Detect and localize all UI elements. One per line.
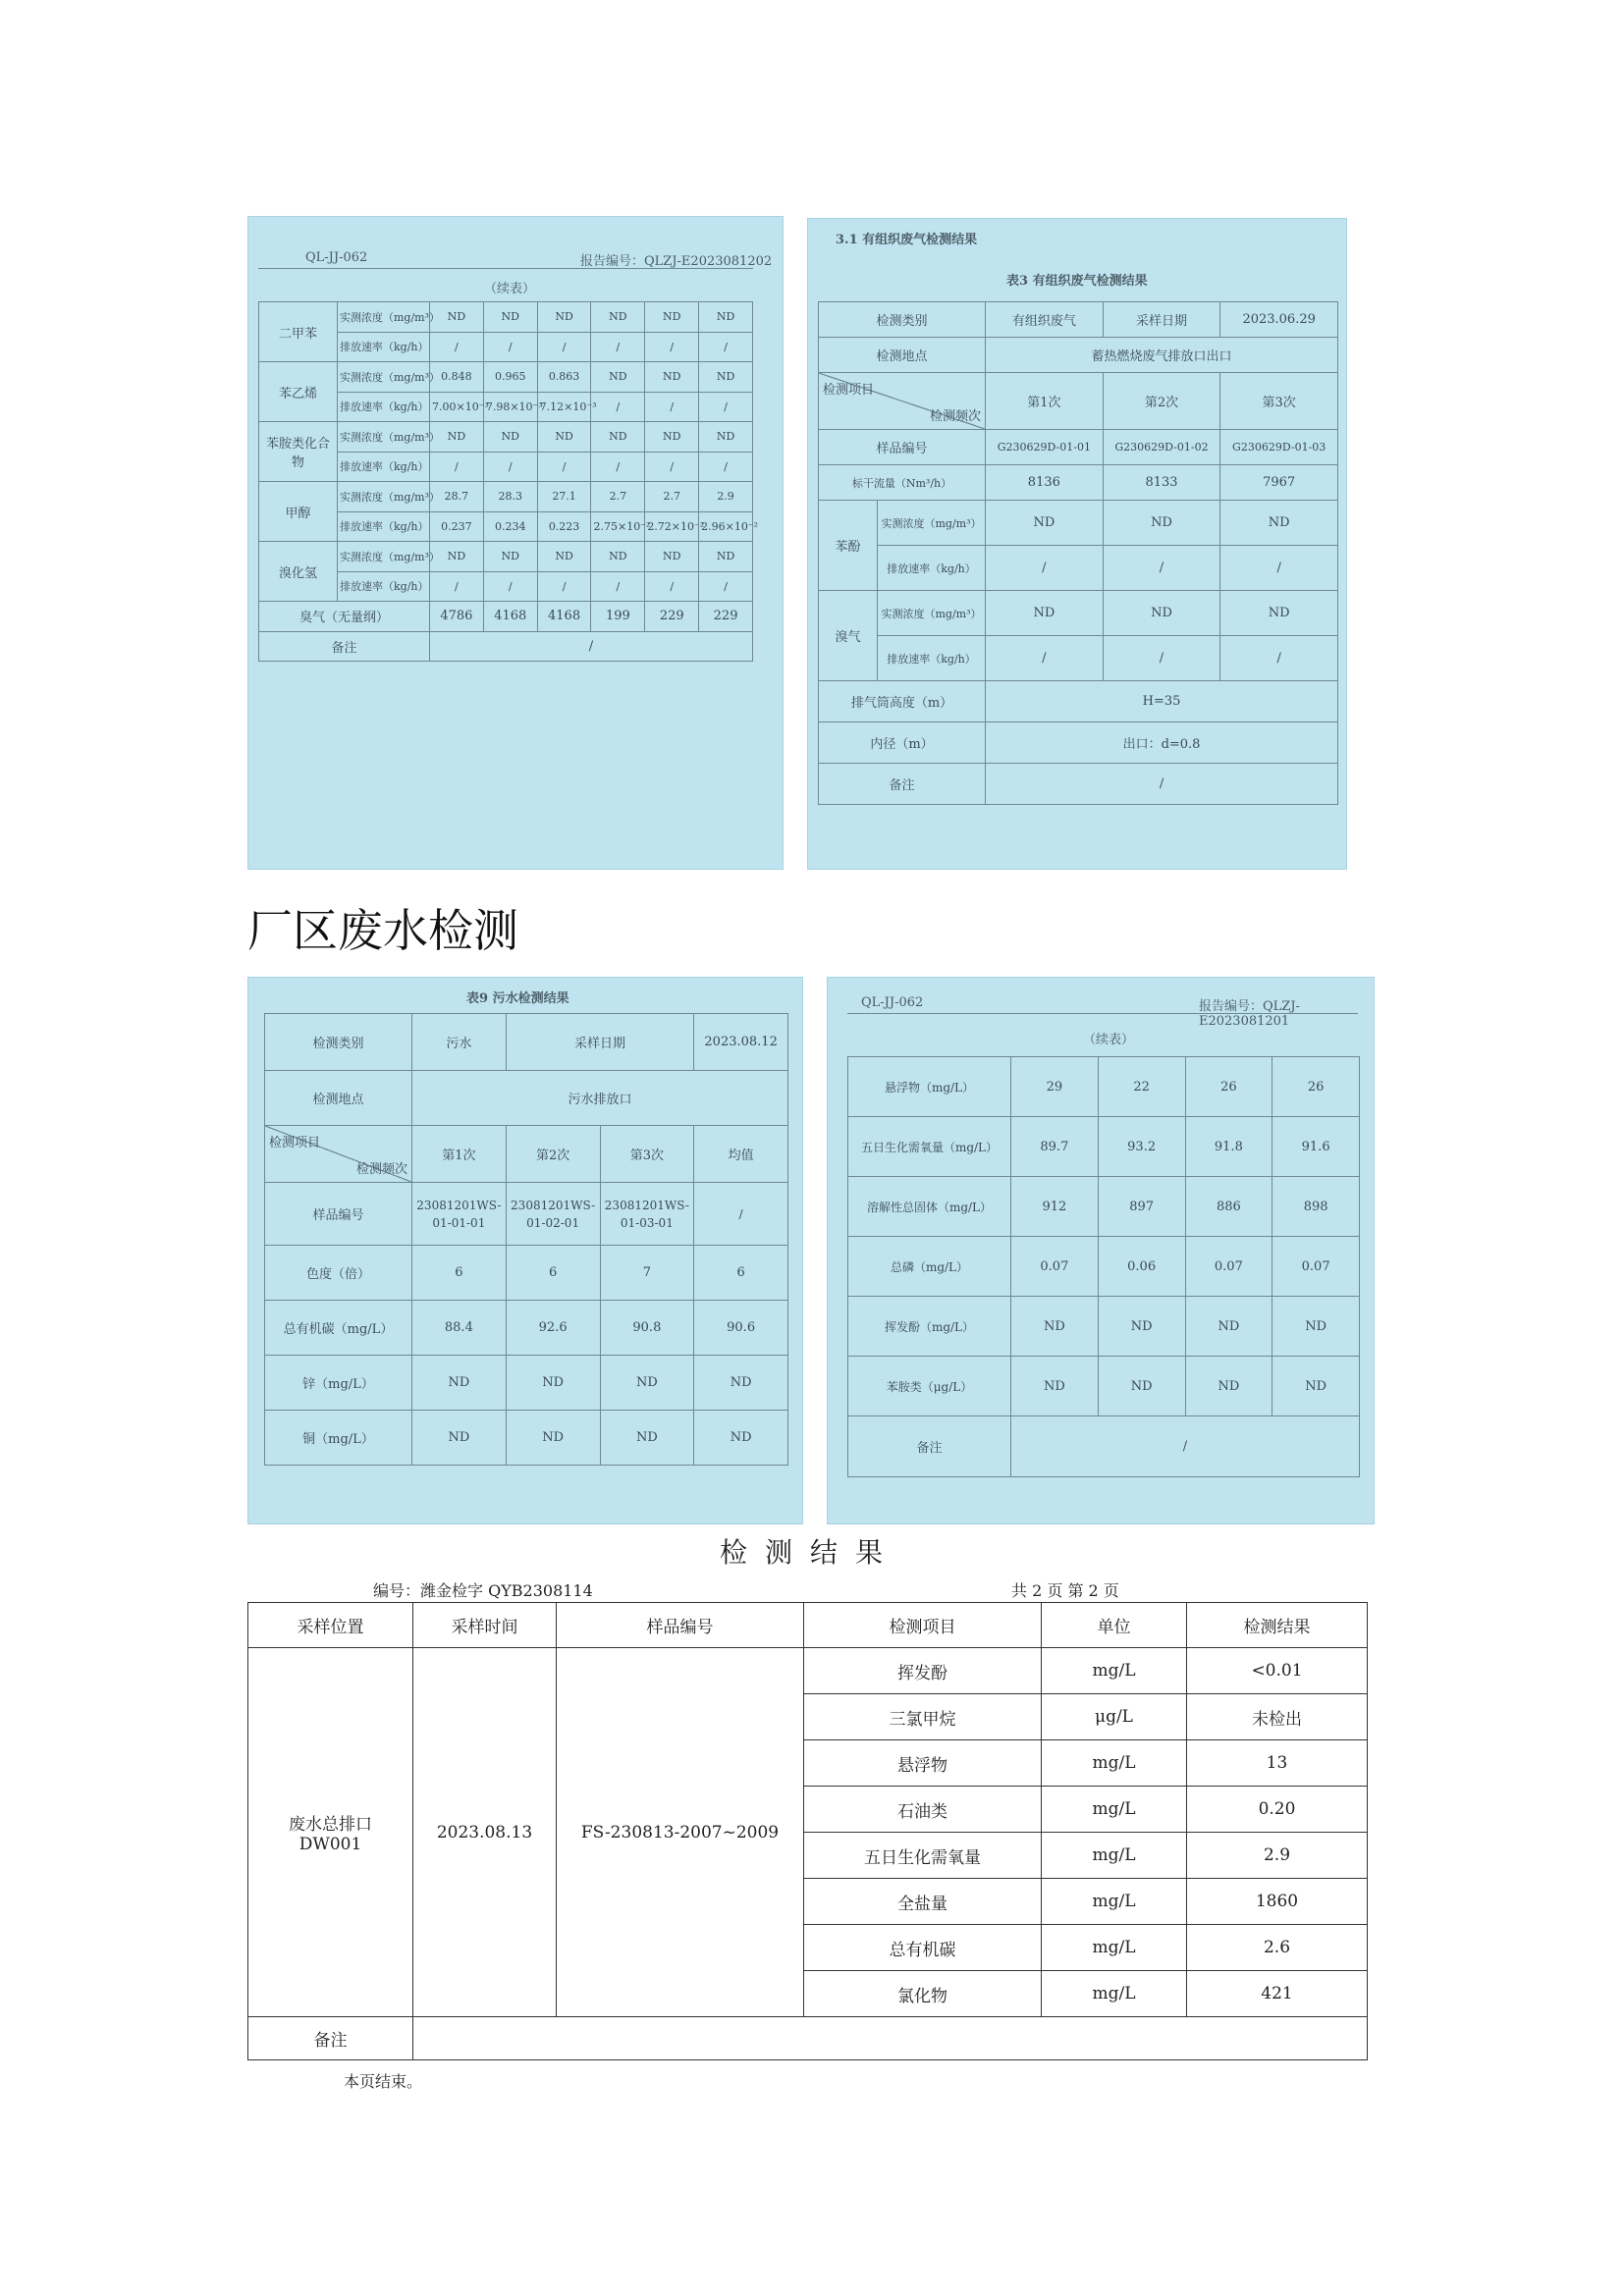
panel4-report-no: 报告编号：QLZJ-E2023081201 [1199, 999, 1300, 1029]
value-cell: ND [430, 542, 484, 572]
test-item: 挥发酚 [804, 1648, 1042, 1694]
remark-label: 备注 [848, 1416, 1011, 1477]
scan-panel-1 [247, 216, 784, 870]
value-cell: 0.07 [1185, 1237, 1272, 1297]
section-title: 厂区废水检测 [247, 904, 518, 957]
parameter-label: 总磷（mg/L） [848, 1237, 1011, 1297]
pollutant-name: 苯酚 [819, 501, 878, 591]
test-item: 石油类 [804, 1787, 1042, 1833]
value-cell: ND [1011, 1297, 1099, 1357]
parameter-label: 挥发酚（mg/L） [848, 1297, 1011, 1357]
value-cell: 6 [506, 1246, 600, 1301]
parameter-label: 溶解性总固体（mg/L） [848, 1177, 1011, 1237]
value-cell: 229 [645, 602, 699, 632]
value-cell: ND [591, 302, 645, 333]
remark-value [413, 2017, 1368, 2060]
flow-value: 7967 [1220, 465, 1338, 501]
value-cell: / [645, 392, 699, 422]
type-label: 检测类别 [819, 302, 986, 338]
parameter-label: 排放速率（kg/h） [338, 571, 430, 602]
value-cell: / [430, 571, 484, 602]
unit: mg/L [1042, 1648, 1187, 1694]
parameter-label: 总有机碳（mg/L） [265, 1301, 412, 1356]
value-cell: / [483, 332, 537, 362]
value-cell: ND [1011, 1357, 1099, 1416]
pollutant-name: 苯乙烯 [259, 362, 338, 422]
value-cell: 26 [1272, 1057, 1360, 1117]
value-cell: ND [430, 422, 484, 453]
panel2-table [818, 301, 1338, 805]
value-cell: / [645, 332, 699, 362]
test-item: 三氯甲烷 [804, 1694, 1042, 1740]
column-header: 单位 [1042, 1603, 1187, 1648]
value-cell: 90.6 [694, 1301, 788, 1356]
value-cell: 4786 [430, 602, 484, 632]
report-number: 编号：潍金检字 QYB2308114 [373, 1581, 593, 1600]
item-label: 检测项目 [269, 1135, 321, 1150]
value-cell: 28.7 [430, 482, 484, 512]
freq-label: 检测频次 [930, 408, 982, 424]
value-cell: ND [1103, 501, 1220, 546]
column-header: 采样位置 [248, 1603, 413, 1648]
value-cell: ND [1098, 1357, 1185, 1416]
date-value: 2023.06.29 [1220, 302, 1338, 338]
value-cell: 6 [412, 1246, 507, 1301]
value-cell: ND [699, 302, 753, 333]
panel4-table [847, 1056, 1360, 1477]
value-cell: 91.8 [1185, 1117, 1272, 1177]
pollutant-name: 溴气 [819, 591, 878, 681]
report-end-note: 本页结束。 [344, 2072, 423, 2091]
test-item: 五日生化需氧量 [804, 1833, 1042, 1879]
panel4-code: QL-JJ-062 [861, 995, 924, 1010]
sample-id: G230629D-01-01 [986, 430, 1104, 465]
parameter-label: 悬浮物（mg/L） [848, 1057, 1011, 1117]
type-label: 检测类别 [265, 1014, 412, 1071]
diagonal-header-cell [265, 1126, 412, 1183]
time-header: 第1次 [412, 1126, 507, 1183]
parameter-label: 锌（mg/L） [265, 1356, 412, 1411]
value-cell: ND [986, 501, 1104, 546]
remark-label: 备注 [248, 2017, 413, 2060]
time-header: 第2次 [506, 1126, 600, 1183]
value-cell: 898 [1272, 1177, 1360, 1237]
remark-label: 备注 [819, 764, 986, 805]
value-cell: ND [591, 362, 645, 393]
column-header: 样品编号 [557, 1603, 804, 1648]
sample-id: 23081201WS-01-03-01 [600, 1183, 694, 1246]
value-cell: 0.06 [1098, 1237, 1185, 1297]
height-label: 排气筒高度（m） [819, 681, 986, 722]
value-cell: / [1220, 636, 1338, 681]
value-cell: / [699, 332, 753, 362]
column-header: 采样时间 [413, 1603, 557, 1648]
report-pages: 共 2 页 第 2 页 [1011, 1581, 1119, 1600]
value-cell: / [430, 332, 484, 362]
column-header: 检测结果 [1187, 1603, 1368, 1648]
parameter-label: 排放速率（kg/h） [338, 452, 430, 482]
parameter-label: 排放速率（kg/h） [338, 511, 430, 542]
parameter-label: 铜（mg/L） [265, 1411, 412, 1466]
value-cell: 912 [1011, 1177, 1099, 1237]
value-cell: 0.965 [483, 362, 537, 393]
value-cell: 2.75×10⁻² [591, 511, 645, 542]
value-cell: 7.00×10⁻³ [430, 392, 484, 422]
value-cell: 93.2 [1098, 1117, 1185, 1177]
value-cell: 27.1 [537, 482, 591, 512]
value-cell: ND [506, 1356, 600, 1411]
unit: mg/L [1042, 1833, 1187, 1879]
value-cell: / [537, 571, 591, 602]
value-cell: 22 [1098, 1057, 1185, 1117]
value-cell: ND [694, 1356, 788, 1411]
parameter-label: 排放速率（kg/h） [878, 546, 986, 591]
parameter-label: 苯胺类（μg/L） [848, 1357, 1011, 1416]
value-cell: ND [1272, 1357, 1360, 1416]
value-cell: / [591, 571, 645, 602]
value-cell: 0.07 [1011, 1237, 1099, 1297]
value-cell: / [483, 571, 537, 602]
value-cell: 4168 [537, 602, 591, 632]
remark-value: / [1011, 1416, 1360, 1477]
scan-panel-2 [807, 218, 1347, 870]
value-cell: ND [412, 1411, 507, 1466]
value-cell: ND [600, 1411, 694, 1466]
value-cell: 89.7 [1011, 1117, 1099, 1177]
panel3-table [264, 1013, 788, 1466]
value-cell: ND [591, 542, 645, 572]
site-label: 检测地点 [265, 1071, 412, 1126]
value-cell: 28.3 [483, 482, 537, 512]
time-header: 第3次 [1220, 373, 1338, 430]
value-cell: 229 [699, 602, 753, 632]
test-item: 悬浮物 [804, 1740, 1042, 1787]
item-label: 检测项目 [823, 382, 875, 398]
test-result: <0.01 [1187, 1648, 1368, 1694]
test-result: 421 [1187, 1971, 1368, 2017]
value-cell: 2.7 [645, 482, 699, 512]
value-cell: / [699, 571, 753, 602]
value-cell: ND [483, 542, 537, 572]
value-cell: 7.98×10⁻³ [483, 392, 537, 422]
value-cell: ND [1098, 1297, 1185, 1357]
site-value: 污水排放口 [412, 1071, 788, 1126]
value-cell: 886 [1185, 1177, 1272, 1237]
value-cell: 0.848 [430, 362, 484, 393]
value-cell: ND [1185, 1297, 1272, 1357]
value-cell: 6 [694, 1246, 788, 1301]
panel2-table-title: 表3 有组织废气检测结果 [1006, 274, 1148, 289]
value-cell: ND [506, 1411, 600, 1466]
freq-label: 检测频次 [355, 1161, 407, 1177]
test-result: 2.9 [1187, 1833, 1368, 1879]
column-header: 检测项目 [804, 1603, 1042, 1648]
parameter-label: 色度（倍） [265, 1246, 412, 1301]
parameter-label: 排放速率（kg/h） [878, 636, 986, 681]
value-cell: ND [694, 1411, 788, 1466]
sample-label: 样品编号 [265, 1183, 412, 1246]
value-cell: / [1103, 546, 1220, 591]
value-cell: ND [412, 1356, 507, 1411]
value-cell: 7 [600, 1246, 694, 1301]
value-cell: / [591, 392, 645, 422]
scan-panel-4 [827, 977, 1375, 1524]
value-cell: ND [430, 302, 484, 333]
value-cell: ND [645, 362, 699, 393]
pollutant-name: 溴化氢 [259, 542, 338, 602]
value-cell: / [537, 452, 591, 482]
test-result: 2.6 [1187, 1925, 1368, 1971]
date-value: 2023.08.12 [694, 1014, 788, 1071]
time-header: 第3次 [600, 1126, 694, 1183]
date-label: 采样日期 [506, 1014, 694, 1071]
value-cell: / [537, 332, 591, 362]
value-cell: 897 [1098, 1177, 1185, 1237]
value-cell: 90.8 [600, 1301, 694, 1356]
value-cell: 92.6 [506, 1301, 600, 1356]
value-cell: 29 [1011, 1057, 1099, 1117]
value-cell: / [699, 392, 753, 422]
test-result: 13 [1187, 1740, 1368, 1787]
flow-label: 标干流量（Nm³/h） [819, 465, 986, 501]
sample-time: 2023.08.13 [413, 1648, 557, 2017]
time-header: 第2次 [1103, 373, 1220, 430]
parameter-label: 五日生化需氧量（mg/L） [848, 1117, 1011, 1177]
pollutant-name: 二甲苯 [259, 302, 338, 362]
test-item: 总有机碳 [804, 1925, 1042, 1971]
sample-id: / [694, 1183, 788, 1246]
panel3-table-title: 表9 污水检测结果 [466, 991, 569, 1006]
value-cell: ND [537, 302, 591, 333]
height-value: H=35 [986, 681, 1338, 722]
value-cell: 2.9 [699, 482, 753, 512]
diameter-label: 内径（m） [819, 722, 986, 764]
value-cell: 199 [591, 602, 645, 632]
parameter-label: 实测浓度（mg/m³） [338, 542, 430, 572]
unit: mg/L [1042, 1925, 1187, 1971]
time-header: 第1次 [986, 373, 1104, 430]
site-value: 蓄热燃烧废气排放口出口 [986, 338, 1338, 373]
parameter-label: 实测浓度（mg/m³） [338, 362, 430, 393]
value-cell: 0.07 [1272, 1237, 1360, 1297]
odor-label: 臭气（无量纲） [259, 602, 430, 632]
value-cell: ND [1103, 591, 1220, 636]
value-cell: ND [645, 542, 699, 572]
value-cell: 0.223 [537, 511, 591, 542]
parameter-label: 实测浓度（mg/m³） [878, 501, 986, 546]
value-cell: ND [1220, 591, 1338, 636]
value-cell: / [591, 452, 645, 482]
flow-value: 8136 [986, 465, 1104, 501]
diagonal-header-cell [819, 373, 986, 430]
unit: μg/L [1042, 1694, 1187, 1740]
time-header: 均值 [694, 1126, 788, 1183]
report-table [247, 1602, 1368, 2060]
pollutant-name: 苯胺类化合物 [259, 422, 338, 482]
value-cell: ND [645, 422, 699, 453]
value-cell: / [483, 452, 537, 482]
sample-id: G230629D-01-02 [1103, 430, 1220, 465]
test-result: 未检出 [1187, 1694, 1368, 1740]
scan-panel-3 [247, 977, 803, 1524]
value-cell: ND [1272, 1297, 1360, 1357]
unit: mg/L [1042, 1740, 1187, 1787]
sample-id: 23081201WS-01-02-01 [506, 1183, 600, 1246]
panel1-code: QL-JJ-062 [305, 250, 368, 265]
sample-location: 废水总排口 DW001 [248, 1648, 413, 2017]
parameter-label: 实测浓度（mg/m³） [338, 302, 430, 333]
value-cell: ND [645, 302, 699, 333]
parameter-label: 实测浓度（mg/m³） [338, 482, 430, 512]
value-cell: ND [483, 422, 537, 453]
report-title: 检测结果 [719, 1536, 900, 1569]
panel1-report-no: 报告编号：QLZJ-E2023081202 [580, 254, 773, 269]
value-cell: / [591, 332, 645, 362]
value-cell: 88.4 [412, 1301, 507, 1356]
value-cell: / [430, 452, 484, 482]
value-cell: / [986, 546, 1104, 591]
value-cell: / [699, 452, 753, 482]
value-cell: 26 [1185, 1057, 1272, 1117]
value-cell: ND [483, 302, 537, 333]
test-result: 1860 [1187, 1879, 1368, 1925]
panel1-table [258, 301, 759, 662]
value-cell: / [1220, 546, 1338, 591]
value-cell: 0.234 [483, 511, 537, 542]
value-cell: ND [600, 1356, 694, 1411]
test-item: 氯化物 [804, 1971, 1042, 2017]
value-cell: ND [699, 422, 753, 453]
value-cell: 2.96×10⁻² [699, 511, 753, 542]
unit: mg/L [1042, 1787, 1187, 1833]
unit: mg/L [1042, 1971, 1187, 2017]
panel2-heading: 3.1 有组织废气检测结果 [836, 233, 978, 247]
value-cell: 0.237 [430, 511, 484, 542]
pollutant-name: 甲醇 [259, 482, 338, 542]
value-cell: / [645, 571, 699, 602]
type-value: 有组织废气 [986, 302, 1104, 338]
sample-id: G230629D-01-03 [1220, 430, 1338, 465]
value-cell: 2.7 [591, 482, 645, 512]
value-cell: 2.72×10⁻² [645, 511, 699, 542]
value-cell: ND [986, 591, 1104, 636]
value-cell: 0.863 [537, 362, 591, 393]
sample-label: 样品编号 [819, 430, 986, 465]
remark-value: / [986, 764, 1338, 805]
test-result: 0.20 [1187, 1787, 1368, 1833]
value-cell: ND [1220, 501, 1338, 546]
value-cell: ND [537, 542, 591, 572]
flow-value: 8133 [1103, 465, 1220, 501]
date-label: 采样日期 [1103, 302, 1220, 338]
value-cell: ND [1185, 1357, 1272, 1416]
parameter-label: 实测浓度（mg/m³） [338, 422, 430, 453]
sample-id: FS-230813-2007~2009 [557, 1648, 804, 2017]
parameter-label: 实测浓度（mg/m³） [878, 591, 986, 636]
unit: mg/L [1042, 1879, 1187, 1925]
value-cell: 7.12×10⁻³ [537, 392, 591, 422]
value-cell: / [645, 452, 699, 482]
remark-value: / [430, 631, 753, 662]
panel1-continued: （续表） [484, 282, 536, 296]
value-cell: / [986, 636, 1104, 681]
type-value: 污水 [412, 1014, 507, 1071]
value-cell: ND [699, 542, 753, 572]
parameter-label: 排放速率（kg/h） [338, 392, 430, 422]
panel4-continued: （续表） [1083, 1033, 1135, 1047]
site-label: 检测地点 [819, 338, 986, 373]
remark-label: 备注 [259, 631, 430, 662]
diameter-value: 出口：d=0.8 [986, 722, 1338, 764]
value-cell: / [1103, 636, 1220, 681]
value-cell: 91.6 [1272, 1117, 1360, 1177]
value-cell: ND [699, 362, 753, 393]
value-cell: ND [591, 422, 645, 453]
sample-id: 23081201WS-01-01-01 [412, 1183, 507, 1246]
parameter-label: 排放速率（kg/h） [338, 332, 430, 362]
test-item: 全盐量 [804, 1879, 1042, 1925]
value-cell: ND [537, 422, 591, 453]
value-cell: 4168 [483, 602, 537, 632]
